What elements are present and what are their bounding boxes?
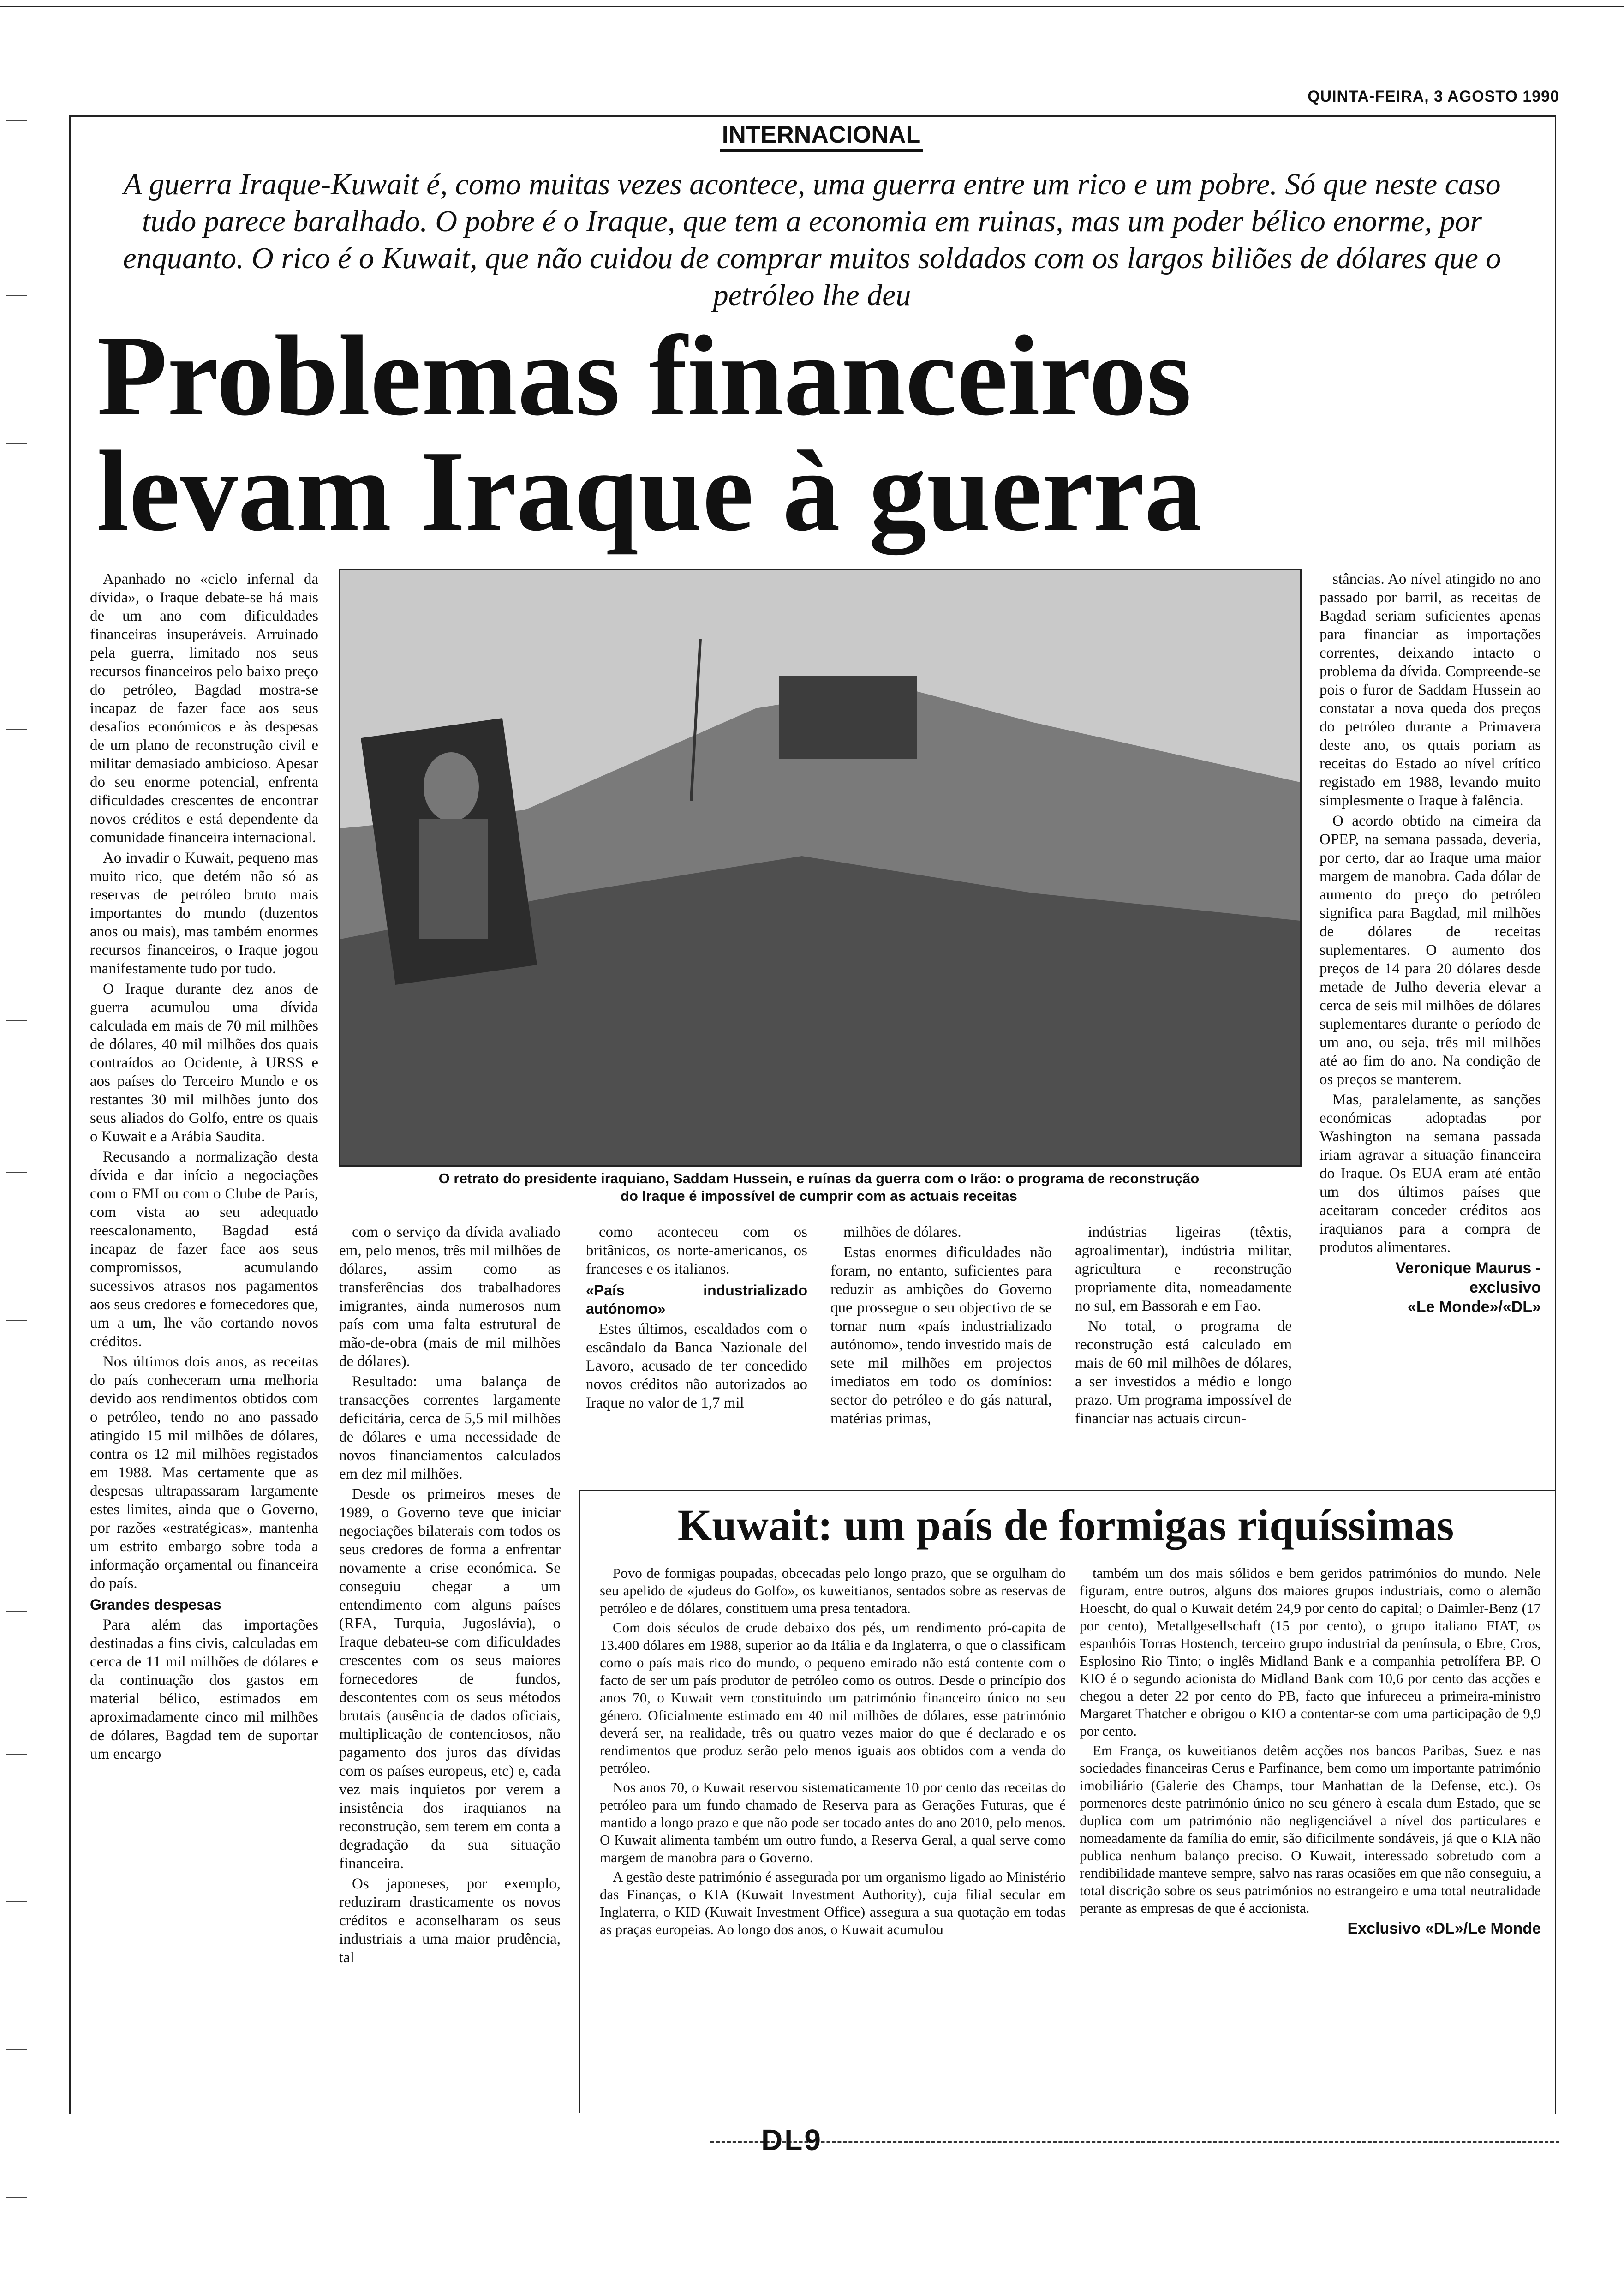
byline-line: «Le Monde»/«DL»: [1407, 1298, 1541, 1316]
paragraph: Nos últimos dois anos, as receitas do país conheceram uma melhoria devido aos rendimentos obtidos com o petróleo, tendo no ano passado atingido 15 mil milhões de dólares, contra os 12 mil milhões registados em 1988. Mas certamente que as despesas ultrapassaram largamente estes limites, ainda que o Governo, por razões «estratégicas», mantenha um estrito embargo sobre toda a informação orçamental ou financeira do país.: [90, 1354, 318, 1592]
paragraph: No total, o programa de reconstrução está calculado em mais de 60 mil milhões de dólares, a ser investidos a médio e longo prazo. Um programa impossível de financiar nas actuais circun-: [1075, 1318, 1292, 1427]
column-3: [586, 1223, 807, 1414]
paragraph: como aconteceu com os britânicos, os norte-americanos, os franceses e os italianos.: [586, 1224, 807, 1277]
kuwait-left-column: [600, 1564, 1066, 1940]
paragraph: Nos anos 70, o Kuwait reservou sistematicamente 10 por cento das receitas do petróleo para um fundo chamado de Reserva para as Gerações Futuras, que é mantido a longo prazo e que não pode ser tocado antes do ano 2010, pelo menos. O Kuwait alimenta também um outro fundo, a Reserva Geral, a qual serve como margem de manobra para o Governo.: [600, 1779, 1066, 1865]
paragraph: com o serviço da dívida avaliado em, pelo menos, três mil milhões de dólares, assim como as transferências dos trabalhadores imigrantes, ainda numerosos num país com uma falta estrutural de mão-de-obra (mais de mil milhões de dólares).: [339, 1224, 561, 1370]
paragraph: stâncias. Ao nível atingido no ano passado por barril, as receitas de Bagdad seriam suficientes apenas para financiar as importações correntes, deixando intacto o problema da dívida. Compreende-se pois o furor de Saddam Hussein ao constatar a nova queda dos preços do petróleo durante a Primavera deste ano, os quais poriam as receitas do Estado ao nível crítico registado em 1988, levando muito simplesmente o Iraque à falência.: [1320, 571, 1541, 809]
byline: [1320, 1258, 1541, 1317]
subhead: «País industrializado autónomo»: [586, 1282, 807, 1317]
photo-caption: [339, 1170, 1299, 1205]
paragraph: Apanhado no «ciclo infernal da dívida», o Iraque debate-se há mais de um ano com dificuldades financeiras insuperáveis. Arruinado pela guerra, limitado nos seus recursos financeiros pelo baixo preço do petróleo, Bagdad mostra-se incapaz de fazer face aos seus desafios económicos e às despesas de um plano de reconstrução civil e militar demasiado ambicioso. Apesar do seu enorme potencial, enfrenta dificuldades crescentes de encontrar novos créditos e está dependente da comunidade financeira internacional.: [90, 571, 318, 846]
paragraph: Estes últimos, escaldados com o escândalo da Banca Nazionale del Lavoro, acusado de ter concedido novos créditos não autorizados ao Iraque no valor de 1,7 mil: [586, 1321, 807, 1411]
paragraph: Resultado: uma balança de transacções correntes largamente deficitária, cerca de 5,5 mil milhões de dólares e uma necessidade de novos financiamentos calculados em dez mil milhões.: [339, 1373, 561, 1482]
paragraph: Recusando a normalização desta dívida e dar início a negociações com o FMI ou com o Clube de Paris, com vista ao seu adequado reescalonamento, Bagdad está incapaz de fazer face aos seus compromissos, acumulando sucessivos atrasos nos pagamentos aos seus credores e fornecedores que, um a um, lhe vão cortando novos créditos.: [90, 1149, 318, 1350]
photo-illustration: [340, 570, 1300, 1165]
paragraph: Ao invadir o Kuwait, pequeno mas muito rico, que detém não só as reservas de petróleo bruto mais importantes do mundo (duzentos anos ou mais), mas também enormes recursos financeiros, o Iraque jogou manifestamente tudo por tudo.: [90, 850, 318, 977]
paragraph: O acordo obtido na cimeira da OPEP, na semana passada, deveria, por certo, dar ao Iraque uma maior margem de manobra. Cada dólar de aumento do preço do petróleo significa para Bagdad, mil milhões de dólares de receitas suplementares. O aumento dos preços de 14 para 20 dólares desde metade de Julho deveria elevar a cerca de seis mil milhões de dólares suplementares durante o período de um ano, ou seja, três mil milhões até ao fim do ano. Na condição de os preços se manterem.: [1320, 813, 1541, 1088]
paragraph: também um dos mais sólidos e bem geridos patrimónios do mundo. Nele figuram, entre outros, alguns dos maiores grupos industriais, como o alemão Hoescht, do qual o Kuwait detém 24,9 por cento do capital; o Daimler-Benz (17 por cento), Metallgesellschaft (15 por cento), o grupo italiano FIAT, os espanhóis Torras Hostench, terceiro grupo industrial da península, o Ebre, Cros, Esplosino Rio Tinto; o inglês Midland Bank e a companhia petrolífera BP. O KIO é o segundo acionista do Midland Bank com 10,6 por cento das acções e chegou a deter 22 por cento do PB, facto que infureceu a primeira-ministro Margaret Thatcher e obrigou o KIO a contentar-se com uma participação de 9,9 por cento.: [1080, 1565, 1541, 1739]
paragraph: Mas, paralelamente, as sanções económicas adoptadas por Washington na semana passada iriam agravar a situação financeira do Iraque. Os EUA eram até então um dos últimos países que aceitaram conceder créditos aos iraquianos para a compra de produtos alimentares.: [1320, 1091, 1541, 1256]
photo-saddam-ruins: [339, 569, 1302, 1167]
kuwait-byline: Exclusivo «DL»/Le Monde: [1347, 1920, 1541, 1937]
column-5: [1075, 1223, 1292, 1430]
headline-line-2: levam Iraque à guerra: [97, 427, 1202, 555]
binding-margin: [0, 0, 32, 2289]
main-headline: [97, 312, 1481, 555]
section-label: INTERNACIONAL: [720, 121, 923, 152]
paragraph: Os japoneses, por exemplo, reduziram drasticamente os novos créditos e aconselharam os seus industriais a uma maior prudência, tal: [339, 1876, 561, 1966]
paragraph: Para além das importações destinadas a fins civis, calculadas em cerca de 11 mil milhões de dólares e da continuação dos gastos em material bélico, estimados em aproximadamente cinco mil milhões de dólares, Bagdad tem de suportar um encargo: [90, 1617, 318, 1762]
column-2: [339, 1223, 561, 1969]
paragraph: milhões de dólares.: [843, 1224, 961, 1240]
kuwait-right-column: [1080, 1564, 1541, 1938]
paragraph: Em França, os kuweitianos detêm acções nos bancos Paribas, Suez e nas sociedades financeiras Cerus e Parfinance, bem como um importante património imobiliário (Galerie des Champs, tour Manhattan de la Defense, etc.). Os pormenores deste património único no seu género à escala dum Estado, que se duplica com um património não negligenciável a nível dos particulares e nomeadamente da família do emir, são dificilmente sondáveis, já que o KIA não publica nenhum balanço preciso. O Kuwait, interessado sobretudo com a rendibilidade manteve sempre, salvo nas raras ocasiões em que não conseguiu, a total discrição sobre os seus patrimónios no estrangeiro e uma total neutralidade perante as empresas de que é accionista.: [1080, 1742, 1541, 1916]
caption-line: do Iraque é impossível de cumprir com as actuais receitas: [621, 1188, 1017, 1204]
caption-line: O retrato do presidente iraquiano, Saddam Hussein, e ruínas da guerra com o Irão: o programa de reconstrução: [438, 1170, 1200, 1186]
paragraph: O Iraque durante dez anos de guerra acumulou uma dívida calculada em mais de 70 mil milhões de dólares, 40 mil milhões dos quais contraídos ao Ocidente, à URSS e aos países do Terceiro Mundo e os restantes 30 mil milhões junto dos seus aliados do Golfo, entre os quais o Kuwait e a Arábia Saudita.: [90, 981, 318, 1145]
paragraph: Povo de formigas poupadas, obcecadas pelo longo prazo, que se orgulham do seu apelido de «judeus do Golfo», os kuweitianos, sentados sobre as reservas de petróleo e de dólares, constituem uma presa tentadora.: [600, 1565, 1066, 1616]
subhead: Grandes despesas: [90, 1596, 221, 1613]
column-1: [90, 570, 318, 1765]
kuwait-box-left: [579, 1490, 580, 2113]
paragraph: A gestão deste património é assegurada por um organismo ligado ao Ministério das Finanças, o KIA (Kuwait Investment Authority), cuja filial secular em Inglaterra, o KID (Kuwait Investment Office) assegura a sua quotação em todas as praças europeias. Ao longo dos anos, o Kuwait acumulou: [600, 1869, 1066, 1937]
frame-right: [1555, 115, 1556, 2114]
paragraph: Desde os primeiros meses de 1989, o Governo teve que iniciar negociações bilaterais com todos os seus credores de forma a enfrentar novamente a crise económica. Se conseguiu chegar a um entendimento com alguns países (RFA, Turquia, Jugoslávia), o Iraque debateu-se com dificuldades crescentes com os seus maiores fornecedores de fundos, descontentes com os seus métodos brutais (ausência de dados oficiais, multiplicação de contenciosos, não pagamento dos juros das dívidas com os países europeus, etc) e, cada vez mais inquietos por verem a insistência dos iraquianos na reconstrução, sem terem em conta a degradação da sua situação financeira.: [339, 1486, 561, 1872]
kuwait-headline: Kuwait: um país de formigas riquíssimas: [677, 1500, 1454, 1550]
column-4: [830, 1223, 1052, 1430]
paragraph: Com dois séculos de crude debaixo dos pés, um rendimento pró-capita de 13.400 dólares em 1988, superior ao da Itália e da Inglaterra, o que o classificam como o país mais rico do mundo, o pequeno emirado não está contente com o facto de ser um país produtor de petróleo como os outros. Desde o princípio dos anos 70, o Kuwait vem constituindo um património financeiro único no seu género. Oficialmente estimado em 40 mil milhões de dólares, esse património deverá ser, na realidade, três ou quatro vezes maior do que é declarado e os rendimentos que produz serão pelo menos iguais aos obtidos com a venda do petróleo.: [600, 1619, 1066, 1776]
paragraph: indústrias ligeiras (têxtis, agroalimentar), indústria militar, agricultura e reconstrução propriamente dita, nomeadamente no sul, em Bassorah e em Fao.: [1075, 1224, 1292, 1314]
top-rule: [0, 6, 1624, 7]
page-number: DL9: [761, 2123, 823, 2157]
headline-line-1: Problemas financeiros: [97, 312, 1192, 440]
paragraph: Estas enormes dificuldades não foram, no entanto, suficientes para reduzir as ambições do Governo que prossegue o seu objectivo de se tornar num «país industrializado autónomo», tendo investido mais de sete mil milhões em projectos imediatos em todo os domínios: sector do petróleo e do gás natural, matérias primas,: [830, 1244, 1052, 1427]
column-6: [1320, 570, 1541, 1317]
byline-line: exclusivo: [1469, 1279, 1541, 1296]
issue-date: QUINTA-FEIRA, 3 AGOSTO 1990: [1308, 88, 1559, 105]
frame-top: [69, 115, 1555, 117]
kuwait-box-top: [579, 1490, 1555, 1491]
frame-left: [69, 115, 71, 2114]
article-deck: A guerra Iraque-Kuwait é, como muitas vezes acontece, uma guerra entre um rico e um pobre. Só que neste caso tudo parece baralhado. O pobre é o Iraque, que tem a economia em ruinas, mas um poder bélico enorme, por enquanto. O rico é o Kuwait, que não cuidou de comprar muitos soldados com os largos biliões de dólares que o petróleo lhe deu: [123, 168, 1501, 312]
byline-line: Veronique Maurus -: [1395, 1259, 1541, 1277]
footer-rule: [710, 2141, 1559, 2143]
